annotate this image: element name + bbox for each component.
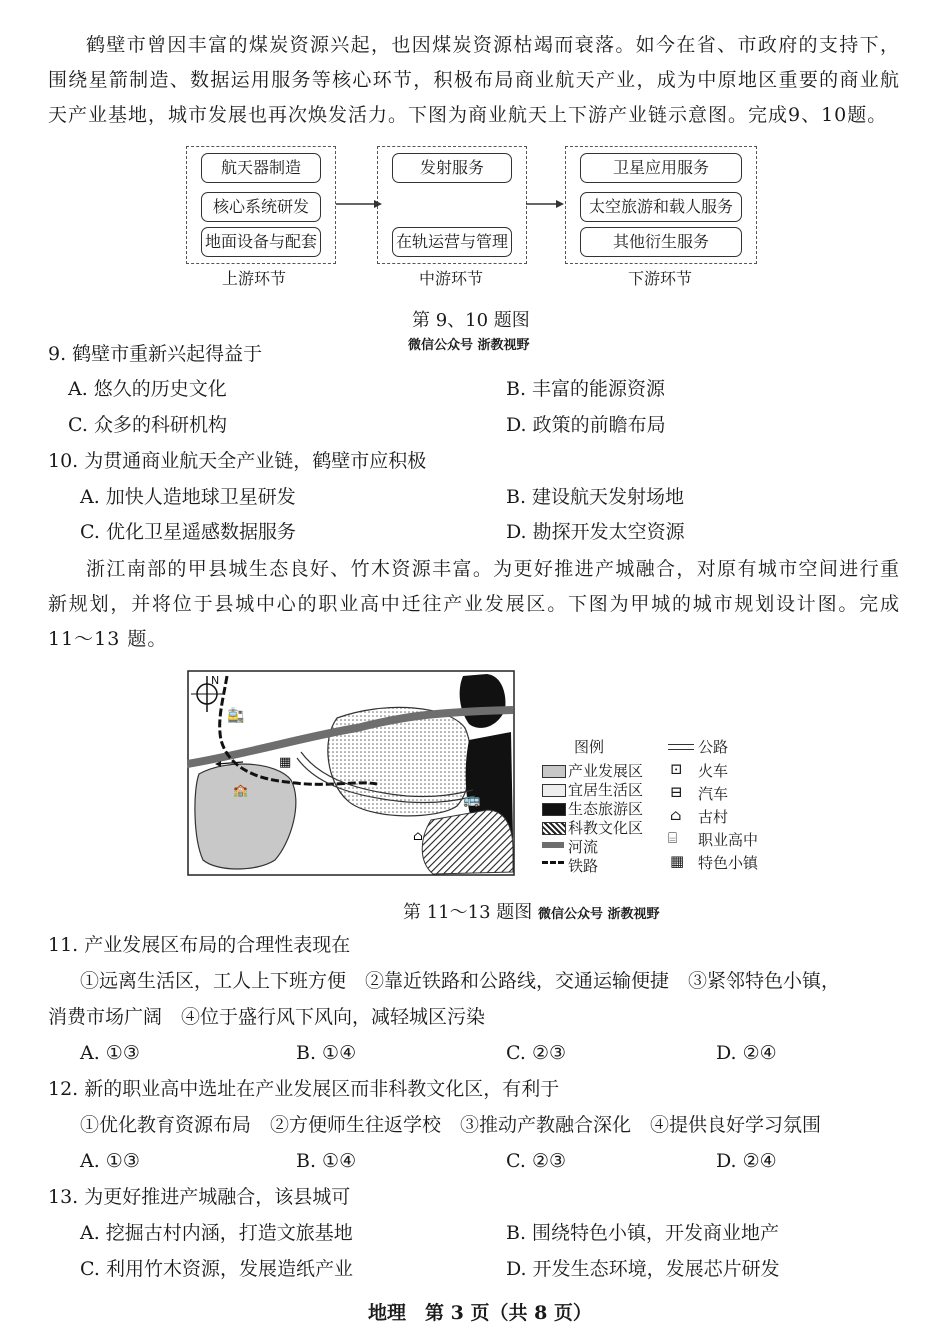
- watermark-2: 微信公众号 浙教视野: [538, 907, 660, 922]
- vocational-school-icon: 🏫: [233, 783, 248, 797]
- figure-caption-1: 第 9、10 题图: [412, 310, 530, 331]
- north-label: N: [211, 674, 220, 687]
- town-icon: ▦: [670, 852, 685, 870]
- chain-item: 发射服务: [392, 153, 512, 183]
- city-plan-map: [187, 670, 515, 876]
- q12-option-d: D. ②④: [716, 1150, 777, 1172]
- q9-option-d: D. 政策的前瞻布局: [506, 414, 666, 436]
- industrial-zone: [195, 764, 296, 869]
- q13-option-a: A. 挖掘古村内涵，打造文旅基地: [80, 1222, 353, 1244]
- question-12-stem: 12. 新的职业高中选址在产业发展区而非科教文化区，有利于: [48, 1078, 560, 1100]
- chain-item: 核心系统研发: [201, 192, 321, 222]
- legend-item: 河流: [568, 838, 599, 856]
- legend-swatch-education: [542, 822, 566, 835]
- q13-option-b: B. 围绕特色小镇，开发商业地产: [506, 1222, 780, 1244]
- legend-item: 汽车: [698, 785, 729, 803]
- legend-swatch-industrial: [542, 765, 566, 778]
- intro-paragraph-2: 浙江南部的甲县城生态良好、竹木资源丰富。为更好推进产城融合，对原有城市空间进行重新规划，并将位于县城中心的职业高中迁往产业发展区。下图为甲城的城市规划设计图。完成 11～13 题。: [48, 558, 900, 650]
- train-station-icon: 🚉: [227, 708, 245, 724]
- question-13-stem: 13. 为更好推进产城融合，该县城可: [48, 1186, 351, 1208]
- legend-railway-icon: [542, 861, 564, 864]
- chain-arrows: [330, 190, 570, 220]
- midstream-label: 中游环节: [419, 269, 484, 288]
- bus-icon: ⊟: [670, 783, 683, 801]
- question-11-stem: 11. 产业发展区布局的合理性表现在: [48, 934, 351, 956]
- q10-option-d: D. 勘探开发太空资源: [506, 521, 685, 543]
- village-icon: ⌂: [670, 806, 682, 824]
- school-icon: ⌸: [668, 829, 678, 847]
- question-9-stem: 9. 鹤壁市重新兴起得益于: [48, 343, 263, 365]
- upstream-label: 上游环节: [222, 269, 287, 288]
- legend-river-icon: [542, 842, 564, 848]
- legend-item: 铁路: [568, 857, 599, 875]
- chain-item: 航天器制造: [201, 153, 321, 183]
- legend-item: 科教文化区: [568, 819, 644, 837]
- figure-caption-2: [403, 898, 660, 924]
- q11-option-b: B. ①④: [296, 1042, 357, 1064]
- q10-option-c: C. 优化卫星遥感数据服务: [80, 521, 296, 543]
- q13-option-d: D. 开发生态环境，发展芯片研发: [506, 1258, 780, 1280]
- q11-option-a: A. ①③: [80, 1042, 140, 1064]
- science-education-zone: [422, 810, 513, 874]
- q11-option-c: C. ②③: [506, 1042, 567, 1064]
- legend-item: 生态旅游区: [568, 800, 644, 818]
- legend-title: 图例: [574, 738, 605, 756]
- residential-zone: [328, 707, 471, 815]
- chain-item: 太空旅游和载人服务: [580, 192, 742, 222]
- chain-item: 其他衍生服务: [580, 227, 742, 257]
- page-footer: 地理 第 3 页（共 8 页）: [368, 1302, 592, 1324]
- q12-option-c: C. ②③: [506, 1150, 567, 1172]
- legend-swatch-residential: [542, 784, 566, 797]
- q9-option-b: B. 丰富的能源资源: [506, 378, 666, 400]
- chain-item: 地面设备与配套: [201, 227, 321, 257]
- q11-option-d: D. ②④: [716, 1042, 777, 1064]
- train-icon: ⊡: [670, 760, 683, 778]
- q12-option-a: A. ①③: [80, 1150, 140, 1172]
- watermark-1: 微信公众号 浙教视野: [408, 338, 530, 353]
- q10-option-b: B. 建设航天发射场地: [506, 486, 685, 508]
- question-10-stem: 10. 为贯通商业航天全产业链，鹤壁市应积极: [48, 450, 427, 472]
- chain-item: 卫星应用服务: [580, 153, 742, 183]
- chain-item: 在轨运营与管理: [392, 227, 512, 257]
- ancient-village-icon: ⌂: [413, 829, 423, 844]
- q10-option-a: A. 加快人造地球卫星研发: [80, 486, 296, 508]
- bus-station-icon: 🚌: [463, 792, 481, 808]
- legend-item: 产业发展区: [568, 762, 644, 780]
- q9-option-c: C. 众多的科研机构: [68, 414, 227, 436]
- legend-item: 火车: [698, 762, 729, 780]
- legend-item: 公路: [698, 738, 729, 756]
- q12-option-b: B. ①④: [296, 1150, 357, 1172]
- legend-item: 宜居生活区: [568, 781, 644, 799]
- q9-option-a: A. 悠久的历史文化: [68, 378, 227, 400]
- legend-highway-icon: [668, 744, 694, 750]
- arrow-right-icon: [374, 200, 382, 208]
- intro-paragraph-1: 鹤壁市曾因丰富的煤炭资源兴起，也因煤炭资源枯竭而衰落。如今在省、市政府的支持下，围绕星箭制造、数据运用服务等核心环节，积极布局商业航天产业，成为中原地区重要的商业航天产业基地，城市发展也再次焕发活力。下图为商业航天上下游产业链示意图。完成9、10题。: [48, 34, 900, 126]
- q13-option-c: C. 利用竹木资源，发展造纸产业: [80, 1258, 353, 1280]
- legend-item: 特色小镇: [698, 854, 759, 872]
- featured-town-icon: ▦: [279, 755, 292, 770]
- q12-statements: ①优化教育资源布局 ②方便师生往返学校 ③推动产教融合深化 ④提供良好学习氛围: [80, 1114, 822, 1136]
- caption-text: 第 11～13 题图: [403, 902, 533, 923]
- downstream-label: 下游环节: [628, 269, 693, 288]
- legend-swatch-eco: [542, 803, 566, 816]
- legend-item: 古村: [698, 808, 729, 826]
- q11-statements-1: ①远离生活区，工人上下班方便 ②靠近铁路和公路线，交通运输便捷 ③紧邻特色小镇，: [80, 970, 841, 992]
- legend-item: 职业高中: [698, 831, 759, 849]
- arrow-right-icon: [556, 200, 564, 208]
- q11-statements-2: 消费市场广阔 ④位于盛行风下风向，减轻城区污染: [48, 1006, 486, 1028]
